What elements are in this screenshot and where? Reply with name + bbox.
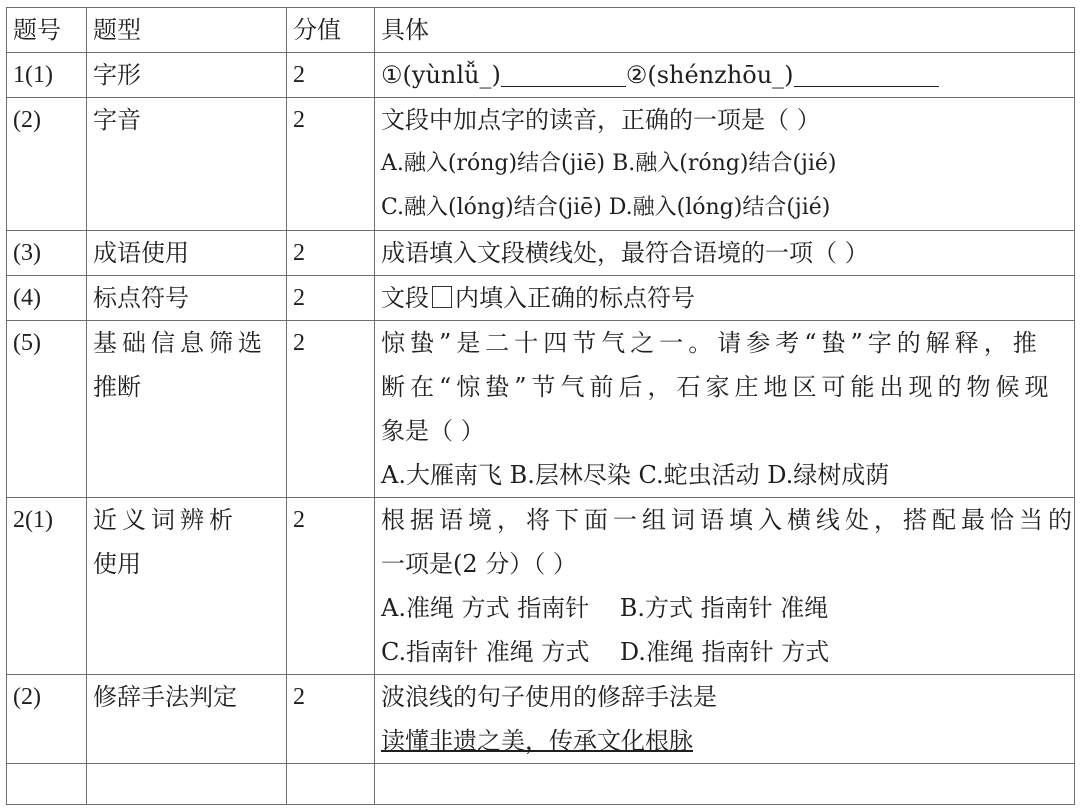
question-type-line2: 推断 — [93, 373, 141, 401]
question-text: 文段中加点字的读音，正确的一项是（ ） — [381, 106, 821, 134]
question-type-line1: 基础信息筛选 — [93, 329, 267, 357]
question-type: 字形 — [93, 61, 141, 89]
question-type — [87, 498, 286, 586]
option-d: D.融入(lóng)结合(jié) — [608, 195, 831, 220]
question-detail — [375, 498, 1077, 674]
pinyin-prompt-2: ②(shénzhōu_) — [625, 61, 794, 89]
question-detail — [375, 675, 1074, 763]
question-type: 字音 — [93, 106, 141, 134]
blank-box-icon — [432, 286, 452, 308]
question-number: (4) — [13, 285, 41, 311]
question-text-line3: 象是（ ） — [381, 417, 485, 445]
question-text-line1: 根据语境，将下面一组词语填入横线处，搭配最恰当的 — [381, 506, 1077, 534]
answer-blank-1[interactable] — [501, 56, 626, 87]
question-score: 2 — [293, 507, 305, 533]
question-detail — [375, 276, 1074, 320]
question-score: 2 — [293, 62, 305, 88]
empty-cell — [287, 764, 375, 805]
question-detail — [375, 53, 1074, 97]
options: A.大雁南飞 B.层林尽染 C.蛇虫活动 D.绿树成荫 — [381, 461, 890, 489]
question-number: (2) — [13, 684, 41, 710]
option-c: C.指南针 准绳 方式 — [381, 638, 590, 666]
question-score: 2 — [293, 285, 305, 311]
table-row — [7, 98, 1075, 231]
header-number: 题号 — [13, 16, 61, 44]
pinyin-prompt-1: ①(yùnlǚ_) — [381, 61, 501, 89]
table-row — [7, 231, 1075, 276]
question-table — [6, 7, 1075, 805]
question-text-part1: 文段 — [381, 284, 429, 312]
question-text-line1: 惊蛰”是二十四节气之一。请参考“蛰”字的解释，推 — [381, 329, 1042, 357]
table-row — [7, 675, 1075, 764]
option-c: C.融入(lóng)结合(jiē) — [381, 195, 602, 220]
underlined-sentence: 读懂非遗之美，传承文化根脉 — [381, 727, 693, 755]
option-d: D.准绳 指南针 方式 — [619, 638, 830, 666]
option-a: A.融入(róng)结合(jiē) — [381, 151, 606, 176]
empty-row — [7, 764, 1075, 805]
header-detail: 具体 — [381, 16, 429, 44]
answer-blank-2[interactable] — [794, 56, 939, 87]
table-row — [7, 53, 1075, 98]
question-score: 2 — [293, 330, 305, 356]
question-text-line2: 断在“惊蛰”节气前后，石家庄地区可能出现的物候现 — [381, 373, 1054, 401]
question-number: 1(1) — [13, 62, 53, 88]
question-type — [87, 321, 286, 409]
question-number: (2) — [13, 107, 41, 133]
option-a: A.准绳 方式 指南针 — [381, 594, 590, 622]
empty-cell — [87, 764, 287, 805]
table-row — [7, 276, 1075, 321]
question-detail — [375, 321, 1074, 497]
question-number: 2(1) — [13, 507, 53, 533]
question-number: (5) — [13, 330, 41, 356]
question-type: 修辞手法判定 — [93, 683, 237, 711]
question-score: 2 — [293, 107, 305, 133]
question-type: 标点符号 — [93, 284, 189, 312]
question-text: 成语填入文段横线处，最符合语境的一项（ ） — [381, 239, 869, 267]
header-row — [7, 8, 1075, 53]
empty-cell — [7, 764, 87, 805]
empty-cell — [375, 764, 1075, 805]
question-score: 2 — [293, 240, 305, 266]
option-b: B.方式 指南针 准绳 — [619, 594, 829, 622]
table-row — [7, 498, 1075, 675]
option-b: B.融入(róng)结合(jié) — [612, 151, 837, 176]
question-text: 波浪线的句子使用的修辞手法是 — [381, 683, 717, 711]
question-text-line2: 一项是(2 分）（ ） — [381, 550, 577, 578]
question-type: 成语使用 — [93, 239, 189, 267]
header-score: 分值 — [293, 16, 341, 44]
question-type-line1: 近义词辨析 — [93, 506, 238, 534]
question-text-part2: 内填入正确的标点符号 — [455, 284, 695, 312]
question-type-line2: 使用 — [93, 550, 141, 578]
question-detail — [375, 98, 1074, 230]
header-type: 题型 — [93, 16, 141, 44]
question-score: 2 — [293, 684, 305, 710]
table-row — [7, 321, 1075, 498]
question-number: (3) — [13, 240, 41, 266]
